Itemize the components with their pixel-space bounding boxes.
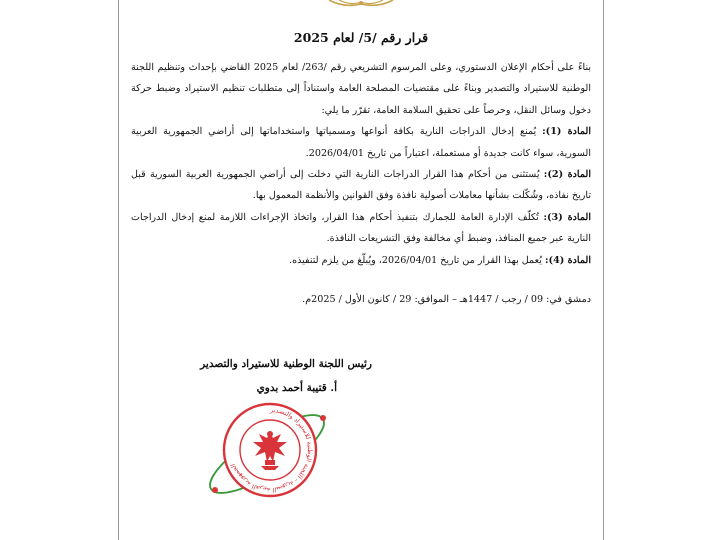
article-text: تُكلّف الإدارة العامة للجمارك بتنفيذ أحكام هذا القرار، واتخاذ الإجراءات اللازمة لمنع إدخال الدراجات النارية عبر جميع المنافذ، وضبط أي مخالفة وفق التشريعات النافذة. [131,211,591,245]
document-page [118,0,604,540]
official-stamp-icon [195,398,345,500]
article-label: المادة (2): [543,169,591,181]
article-4 [131,250,591,271]
decision-title: قرار رقم /5/ لعام 2025 [293,30,429,45]
article-text: يُستثنى من أحكام هذا القرار الدراجات النارية التي دخلت إلى أراضي الجمهورية العربية السورية قبل تاريخ نفاذه، وشُكّلت بشأنها معاملات أصولية نافذة وفق القوانين والأنظمة المعمول بها. [131,169,591,202]
article-text: يُمنع إدخال الدراجات النارية بكافة أنواعها ومسمياتها واستخداماتها إلى أراضي الجمهورية العربية السورية، سواء كانت جديدة أو مستعملة، اعتباراً من تاريخ 2026/04/01. [131,126,591,159]
article-text: يُعمل بهذا القرار من تاريخ 2026/04/01، ويُبلّغ من يلزم لتنفيذه. [289,254,545,266]
article-label: المادة (1): [542,126,591,138]
date-line: دمشق في: 09 / رجب / 1447هـ – الموافق: 29 / كانون الأول / 2025م. [302,294,591,305]
article-1 [131,121,591,164]
signatory-name: أ. قتيبة أحمد بدوي [256,382,337,394]
article-label: المادة (4): [544,254,591,266]
article-label: المادة (3): [543,211,591,223]
preamble: بناءً على أحكام الإعلان الدستوري، وعلى المرسوم التشريعي رقم /263/ لعام 2025 القاضي بإحداث وتنظيم اللجنة الوطنية للاستيراد والتصدير وبناءً على مقتضيات المصلحة العامة واستناداً إلى متطلبات تنظيم الاستيراد وضبط حركة دخول وسائل النقل، وحرصاً على تحقيق السلامة العامة، تقرّر ما يلي: [131,62,592,116]
decision-body [131,57,591,271]
emblem-top-icon [309,0,413,8]
stamp-ring-text: الجمهورية العربية السورية - اللجنة الوطنية للاستيراد والتصدير [228,405,315,495]
article-2 [131,164,591,207]
article-3 [131,207,591,250]
signatory-title: رئيس اللجنة الوطنية للاستيراد والتصدير [200,358,372,370]
